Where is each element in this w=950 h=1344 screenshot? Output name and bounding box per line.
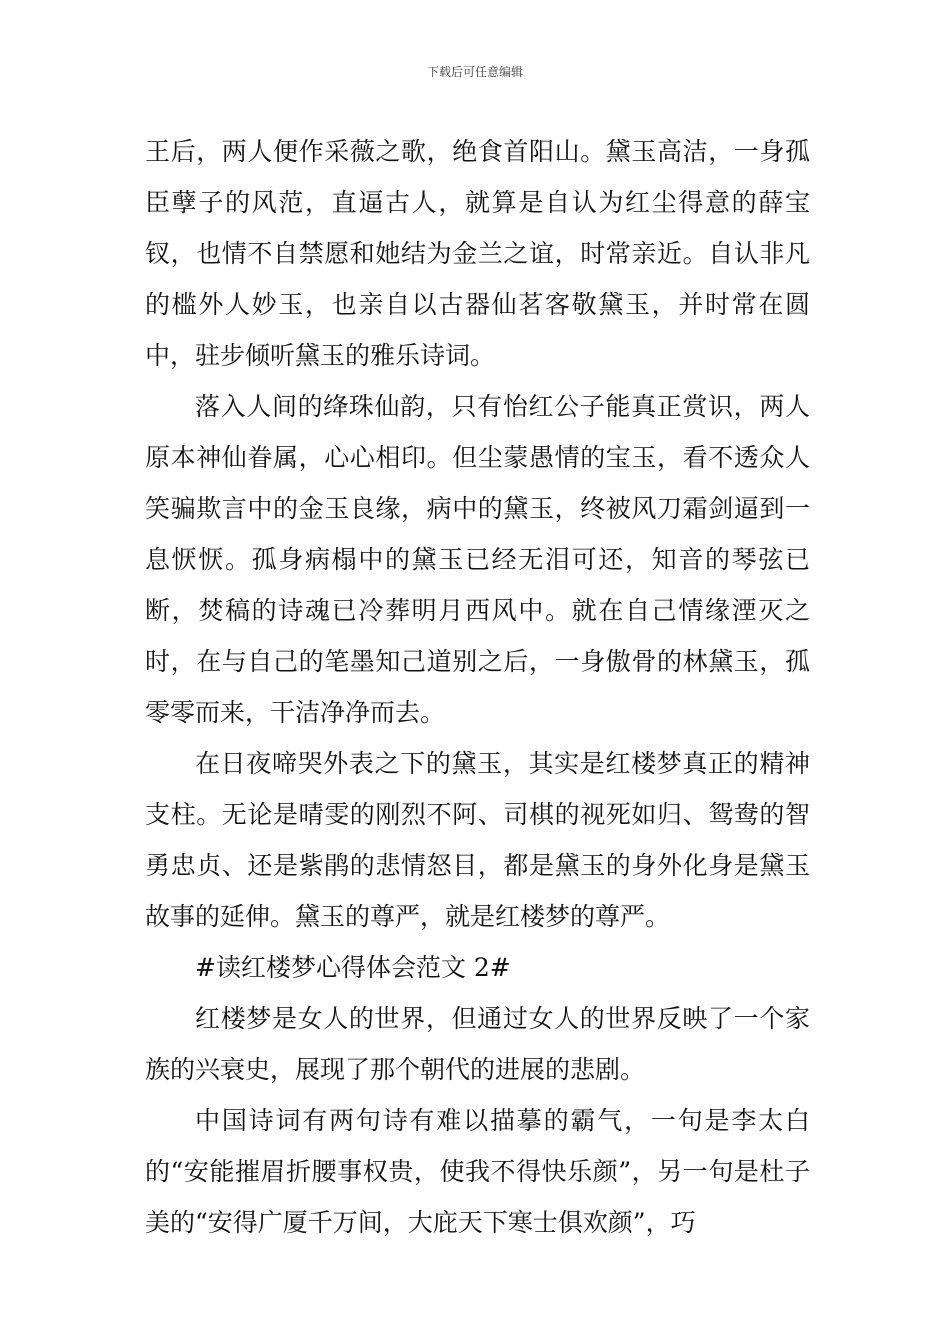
page-header: 下载后可任意编辑 <box>426 65 523 79</box>
paragraph: 红楼梦是女人的世界，但通过女人的世界反映了一个家族的兴衰史，展现了那个朝代的进展的悲剧。 <box>145 1004 810 1084</box>
document-body <box>145 126 810 1248</box>
paragraph-continuation: 王后，两人便作采薇之歌，绝食首阳山。黛玉高洁，一身孤臣孽子的风范，直逼古人，就算是自认为红尘得意的薛宝钗，也情不自禁愿和她结为金兰之谊，时常亲近。自认非凡的槛外人妙玉，也亲自以古器仙茗客敬黛玉，并时常在圆中，驻步倾听黛玉的雅乐诗词。 <box>145 137 810 370</box>
paragraph: 在日夜啼哭外表之下的黛玉，其实是红楼梦真正的精神支柱。无论是晴雯的刚烈不阿、司棋的视死如归、鸳鸯的智勇忠贞、还是紫鹃的悲情怒目，都是黛玉的身外化身是黛玉故事的延伸。黛玉的尊严，就是红楼梦的尊严。 <box>145 749 810 931</box>
section-heading: #读红楼梦心得体会范文 2# <box>195 953 511 982</box>
paragraph: 中国诗词有两句诗有难以描摹的霸气，一句是李太白的“安能摧眉折腰事权贵，使我不得快乐颜”，另一句是杜子美的“安得广厦千万间，大庇天下寒士俱欢颜”，巧 <box>145 1106 810 1237</box>
paragraph: 落入人间的绛珠仙韵，只有怡红公子能真正赏识，两人原本神仙眷属，心心相印。但尘蒙愚情的宝玉，看不透众人笑骗欺言中的金玉良缘，病中的黛玉，终被风刀霜剑逼到一息恹恹。孤身病榻中的黛玉已经无泪可还，知音的琴弦已断，焚稿的诗魂已冷葬明月西风中。就在自己情缘湮灭之时，在与自己的笔墨知己道别之后，一身傲骨的林黛玉，孤零零而来，干洁净净而去。 <box>145 392 810 727</box>
